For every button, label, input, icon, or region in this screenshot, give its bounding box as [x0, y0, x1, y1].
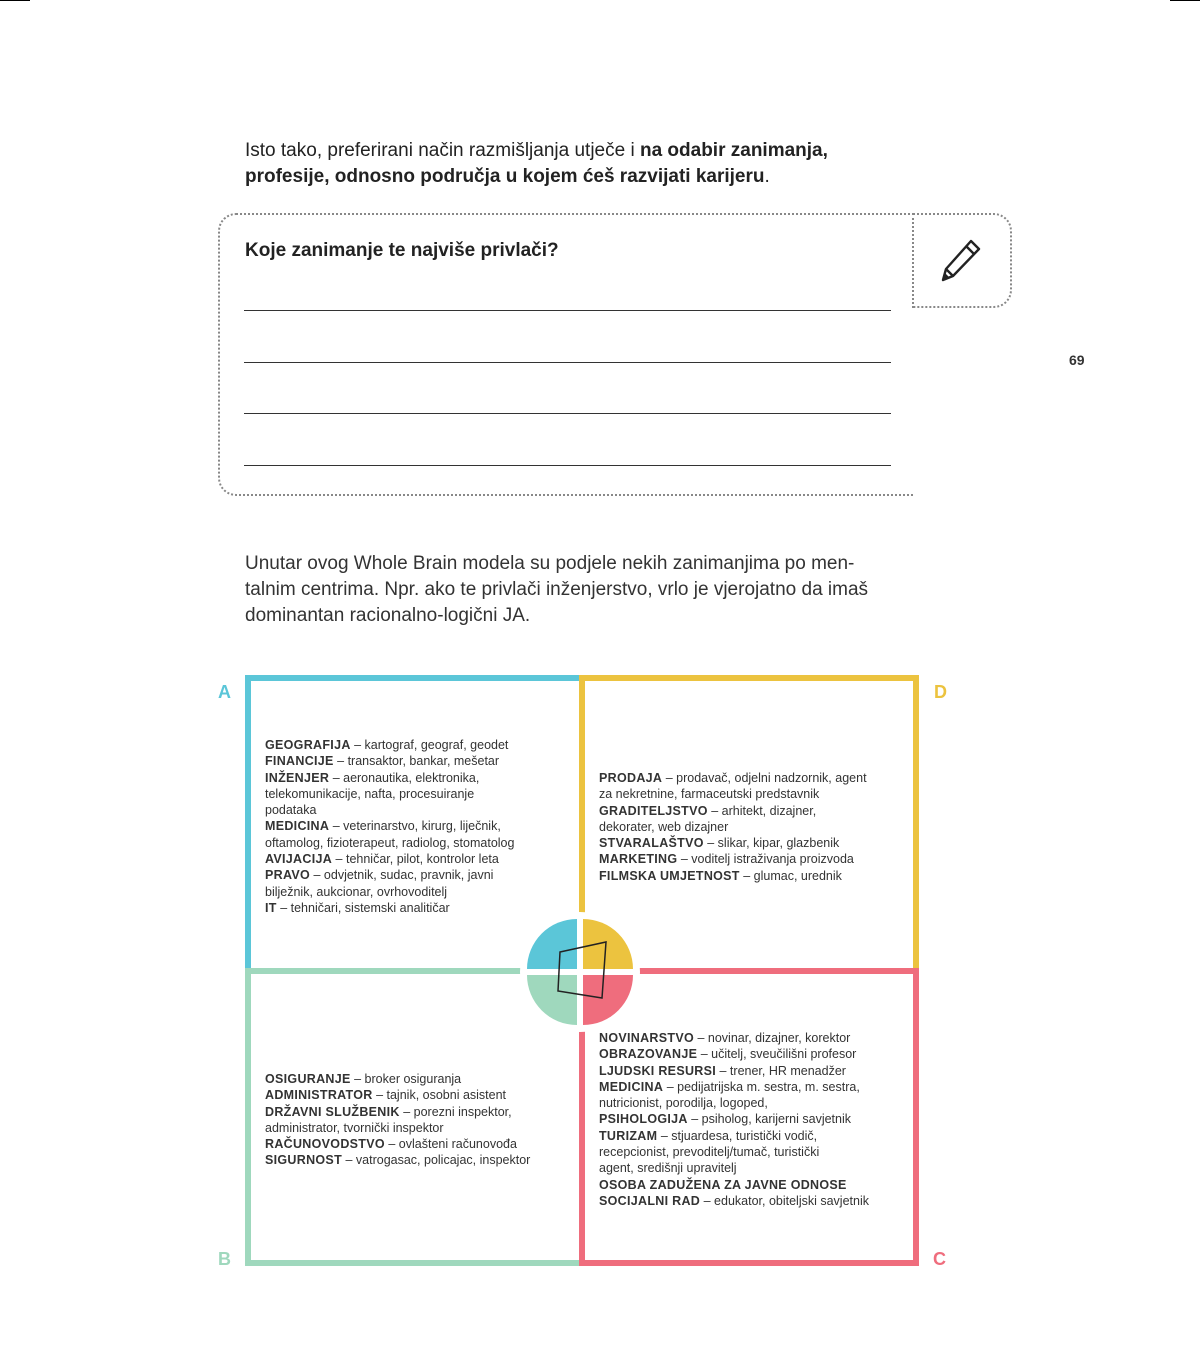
quadrant-b-entry: ADMINISTRATOR – tajnik, osobni asistent: [265, 1088, 507, 1103]
quadrant-c-entry: SOCIJALNI RAD – edukator, obiteljski savjetnik: [599, 1193, 869, 1208]
quadrant-letter-c: C: [933, 1249, 946, 1269]
intro-text-1: Isto tako, preferirani način razmišljanja utječe i: [245, 140, 640, 161]
quadrant-c-entry: agent, središnji upravitelj: [599, 1161, 737, 1176]
crop-mark-right: [1170, 0, 1200, 1]
quadrant-b-entry: SIGURNOST – vatrogasac, policajac, inspektor: [265, 1153, 531, 1168]
quadrant-b-entry: OSIGURANJE – broker osiguranja: [265, 1072, 462, 1086]
quadrant-d-entry: MARKETING – voditelj istraživanja proizvoda: [599, 852, 854, 867]
body-paragraph: [245, 551, 925, 629]
quadrant-a-entry: bilježnik, aukcionar, ovrhovoditelj: [265, 884, 448, 899]
quadrant-d-entry: GRADITELJSTVO – arhitekt, dizajner,: [599, 803, 817, 818]
page-number: 69: [1069, 352, 1085, 368]
quadrant-a-entry: MEDICINA – veterinarstvo, kirurg, liječnik,: [265, 819, 501, 834]
quadrant-c-entry: OBRAZOVANJE – učitelj, sveučilišni profesor: [599, 1047, 857, 1062]
quadrant-a-entry: PRAVO – odvjetnik, sudac, pravnik, javni: [265, 868, 494, 883]
quadrant-a-list: [265, 737, 570, 916]
quadrant-a-entry: podataka: [265, 803, 317, 818]
quadrant-letter-b: B: [218, 1249, 231, 1269]
quadrant-a-entry: AVIJACIJA – tehničar, pilot, kontrolor leta: [265, 852, 499, 867]
quadrant-d-entry: PRODAJA – prodavač, odjelni nadzornik, agent: [599, 771, 867, 785]
quadrant-a-entry: GEOGRAFIJA – kartograf, geograf, geodet: [265, 738, 509, 752]
quadrant-b-list: [265, 1071, 570, 1169]
pencil-icon: [938, 236, 984, 286]
quadrant-c-entry: MEDICINA – pedijatrijska m. sestra, m. sestra,: [599, 1079, 860, 1094]
quadrant-c-entry: nutricionist, porodilja, logoped,: [599, 1096, 768, 1111]
question-title: Koje zanimanje te najviše privlači?: [245, 240, 559, 261]
quadrant-a-entry: INŽENJER – aeronautika, elektronika,: [265, 770, 480, 785]
body-line-3: dominantan racionalno-logični JA.: [245, 605, 531, 626]
quadrant-d-entry: za nekretnine, farmaceutski predstavnik: [599, 787, 820, 802]
quadrant-d-entry: FILMSKA UMJETNOST – glumac, urednik: [599, 868, 842, 883]
quadrant-c-entry: recepcionist, prevoditelj/tumač, turistički: [599, 1145, 820, 1160]
quadrant-c-entry: LJUDSKI RESURSI – trener, HR menadžer: [599, 1063, 846, 1078]
quadrant-letter-a: A: [218, 682, 231, 702]
intro-bold-2: profesije, odnosno područja u kojem ćeš razvijati karijeru: [245, 166, 765, 187]
quadrant-b-entry: RAČUNOVODSTVO – ovlašteni računovođa: [265, 1137, 517, 1152]
quadrant-a-entry: FINANCIJE – transaktor, bankar, mešetar: [265, 754, 500, 769]
intro-bold-1: na odabir zanimanja,: [639, 140, 828, 161]
quadrant-a-entry: telekomunikacije, nafta, procesuiranje: [265, 786, 475, 801]
intro-paragraph: [245, 138, 925, 190]
quadrant-d-entry: STVARALAŠTVO – slikar, kipar, glazbenik: [599, 836, 840, 851]
quadrant-c-entry: NOVINARSTVO – novinar, dizajner, korektor: [599, 1031, 851, 1045]
quadrant-a-entry: oftamolog, fizioterapeut, radiolog, stomatolog: [265, 835, 515, 850]
quadrant-letter-d: D: [934, 682, 947, 702]
answer-line-4[interactable]: [244, 465, 891, 466]
quadrant-b-entry: DRŽAVNI SLUŽBENIK – porezni inspektor,: [265, 1104, 512, 1119]
body-line-2: talnim centrima. Npr. ako te privlači inženjerstvo, vrlo je vjerojatno da imaš: [245, 579, 869, 600]
quadrant-c-list: [599, 1030, 909, 1209]
body-line-1: Unutar ovog Whole Brain modela su podjele nekih zanimanjima po men-: [245, 553, 855, 574]
quadrant-b-entry: administrator, tvornički inspektor: [265, 1120, 444, 1135]
answer-line-1[interactable]: [244, 310, 891, 311]
quadrant-c-entry: OSOBA ZADUŽENA ZA JAVNE ODNOSE: [599, 1177, 847, 1192]
intro-text-2: .: [764, 166, 770, 187]
whole-brain-logo-icon: [520, 912, 640, 1032]
answer-line-2[interactable]: [244, 362, 891, 363]
quadrant-d-entry: dekorater, web dizajner: [599, 819, 729, 834]
quadrant-d-list: [599, 770, 904, 884]
quadrant-c-entry: TURIZAM – stjuardesa, turistički vodič,: [599, 1128, 818, 1143]
crop-mark-left: [0, 0, 30, 1]
quadrant-c-entry: PSIHOLOGIJA – psiholog, karijerni savjetnik: [599, 1112, 852, 1127]
answer-line-3[interactable]: [244, 413, 891, 414]
quadrant-a-entry: IT – tehničari, sistemski analitičar: [265, 900, 450, 915]
